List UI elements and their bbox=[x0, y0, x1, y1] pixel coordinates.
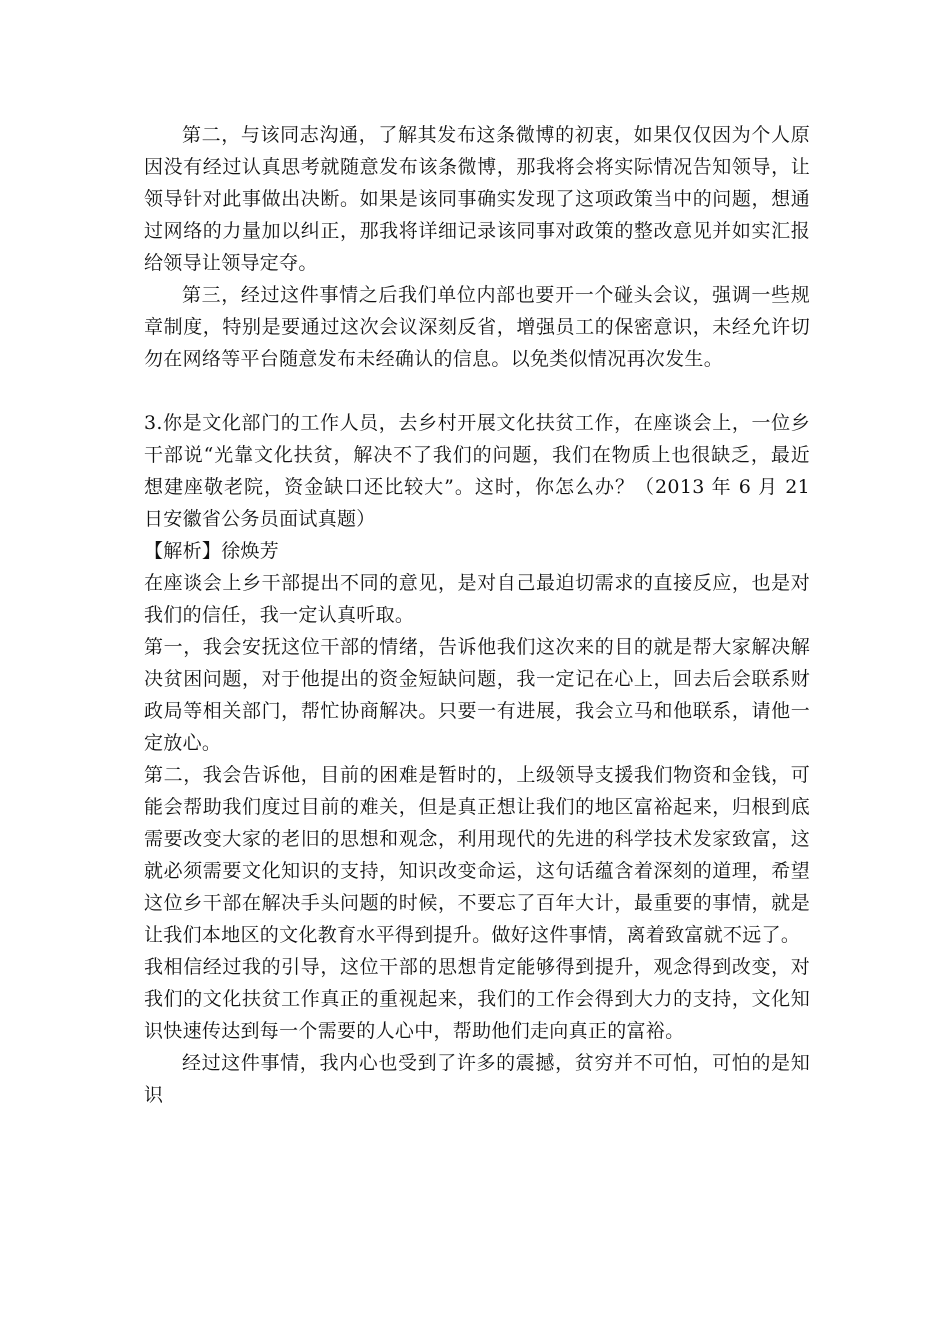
answer-intro: 在座谈会上乡干部提出不同的意见，是对自己最迫切需求的直接反应，也是对我们的信任，我一定认真听取。 bbox=[144, 572, 810, 626]
answer-first-point: 第一，我会安抚这位干部的情绪，告诉他我们这次来的目的就是帮大家解决解决贫困问题，对于他提出的资金短缺问题，我一定记在心上，回去后会联系财政局等相关部门，帮忙协商解决。只要一有进展，我会立马和他联系，请他一定放心。 bbox=[144, 636, 810, 754]
analysis-label: 【解析】徐焕芳 bbox=[144, 540, 280, 562]
paragraph-third-point: 第三，经过这件事情之后我们单位内部也要开一个碰头会议，强调一些规章制度，特别是要通过这次会议深刻反省，增强员工的保密意识，未经允许切勿在网络等平台随意发布未经确认的信息。以免类似情况再次发生。 bbox=[144, 284, 810, 370]
question-text: 3.你是文化部门的工作人员，去乡村开展文化扶贫工作，在座谈会上，一位乡干部说“光靠文化扶贫，解决不了我们的问题，我们在物质上也很缺乏，最近想建座敬老院，资金缺口还比较大”。这时，你怎么办？（2013 年 6 月 21 日安徽省公务员面试真题） bbox=[144, 412, 810, 530]
answer-conclusion: 我相信经过我的引导，这位干部的思想肯定能够得到提升，观念得到改变，对我们的文化扶贫工作真正的重视起来，我们的工作会得到大力的支持，文化知识快速传达到每一个需要的人心中，帮助他们走向真正的富裕。 bbox=[144, 956, 810, 1042]
paragraph-second-point: 第二，与该同志沟通，了解其发布这条微博的初衷，如果仅仅因为个人原因没有经过认真思考就随意发布该条微博，那我将会将实际情况告知领导，让领导针对此事做出决断。如果是该同事确实发现了这项政策当中的问题，想通过网络的力量加以纠正，那我将详细记录该同事对政策的整改意见并如实汇报给领导让领导定夺。 bbox=[144, 124, 810, 274]
answer-second-point: 第二，我会告诉他，目前的困难是暂时的，上级领导支援我们物资和金钱，可能会帮助我们度过目前的难关，但是真正想让我们的地区富裕起来，归根到底需要改变大家的老旧的思想和观念，利用现代的先进的科学技术发家致富，这就必须需要文化知识的支持，知识改变命运，这句话蕴含着深刻的道理，希望这位乡干部在解决手头问题的时候，不要忘了百年大计，最重要的事情，就是让我们本地区的文化教育水平得到提升。做好这件事情，离着致富就不远了。 bbox=[144, 764, 810, 946]
document-body bbox=[144, 119, 810, 1111]
paragraph-spacer bbox=[144, 375, 810, 407]
answer-reflection: 经过这件事情，我内心也受到了许多的震撼，贫穷并不可怕，可怕的是知识 bbox=[144, 1052, 810, 1106]
